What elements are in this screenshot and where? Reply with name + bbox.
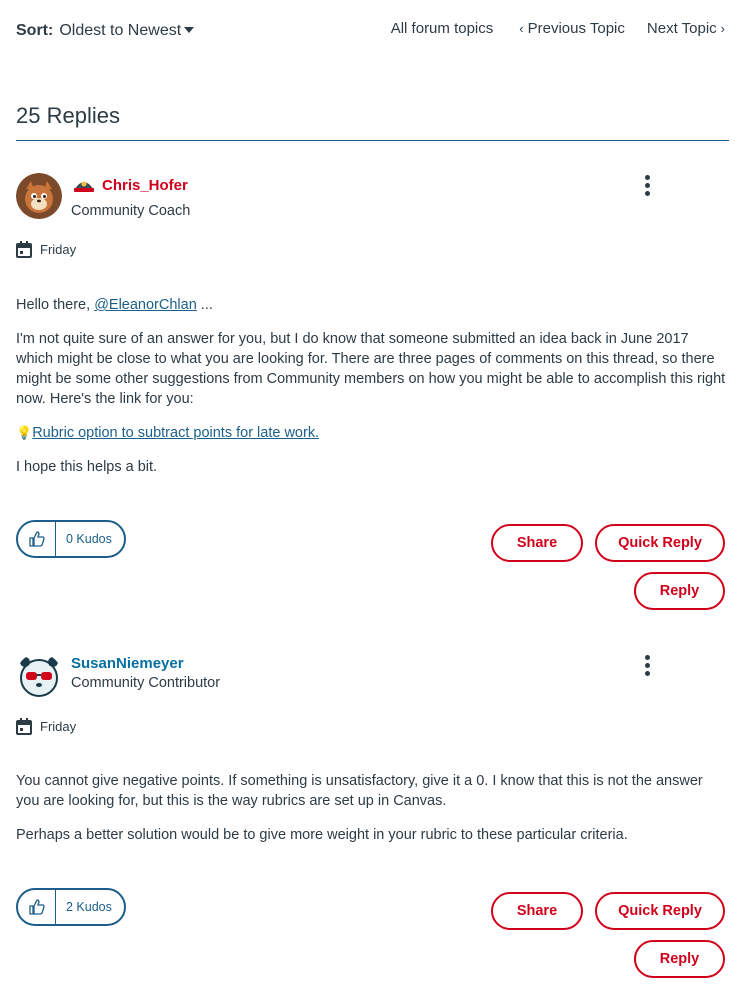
greeting-suffix: ... (196, 297, 213, 313)
post-date (16, 718, 76, 735)
post-date-text: Friday (40, 719, 77, 734)
kudos-control (16, 888, 126, 926)
post-body (16, 295, 729, 491)
kudo-button[interactable] (18, 522, 56, 556)
user-mention-link[interactable]: @EleanorChlan (94, 297, 197, 313)
author-role: Community Contributor (71, 675, 221, 691)
post-date (16, 241, 76, 258)
all-forum-topics-link[interactable]: All forum topics (390, 20, 494, 37)
avatar[interactable] (16, 653, 62, 699)
greeting-text: Hello there, (16, 297, 95, 313)
body-paragraph: You cannot give negative points. If something is unsatisfactory, give it a 0. I know that this is not the answer you are looking for, but this is the way rubrics are set up in Canvas. (16, 773, 703, 809)
kudos-count[interactable]: 0 Kudos (66, 532, 112, 546)
calendar-icon (16, 718, 32, 735)
quick-reply-button[interactable]: Quick Reply (595, 524, 725, 562)
post-body (16, 771, 729, 859)
thumbs-up-icon (29, 531, 45, 547)
post-date-text: Friday (40, 242, 77, 257)
author-role: Community Coach (71, 203, 191, 219)
closing-paragraph: I hope this helps a bit. (16, 459, 158, 475)
previous-topic-link[interactable] (515, 20, 625, 37)
sort-label: Sort: (16, 22, 54, 39)
chevron-right-icon: › (720, 21, 725, 36)
kudos-control (16, 520, 126, 558)
previous-topic-label: Previous Topic (527, 20, 625, 37)
quick-reply-button[interactable]: Quick Reply (595, 892, 725, 930)
author-line (72, 175, 188, 195)
idea-link-paragraph (16, 423, 729, 443)
sort-value: Oldest to Newest (59, 22, 182, 39)
caret-down-icon (184, 27, 194, 33)
next-topic-label: Next Topic (646, 20, 717, 37)
kudos-count[interactable]: 2 Kudos (66, 900, 112, 914)
topic-toolbar (16, 18, 729, 46)
more-options-icon[interactable] (645, 175, 651, 196)
author-name[interactable]: SusanNiemeyer (71, 655, 184, 672)
sort-dropdown[interactable] (16, 22, 194, 40)
replies-divider (16, 140, 729, 141)
share-button[interactable]: Share (491, 892, 583, 930)
more-options-icon[interactable] (645, 655, 651, 676)
kudo-button[interactable] (18, 890, 56, 924)
reply-button[interactable]: Reply (634, 572, 725, 610)
share-button[interactable]: Share (491, 524, 583, 562)
avatar[interactable] (16, 173, 62, 219)
author-line (71, 655, 184, 672)
thumbs-up-icon (29, 899, 45, 915)
replies-heading: 25 Replies (16, 103, 120, 128)
topic-navigation (369, 20, 729, 37)
reply-button[interactable]: Reply (634, 940, 725, 978)
chevron-left-icon: ‹ (519, 21, 524, 36)
next-topic-link[interactable] (647, 20, 729, 37)
author-name[interactable]: Chris_Hofer (102, 176, 188, 194)
greeting-paragraph (16, 295, 729, 315)
closing-paragraph: Perhaps a better solution would be to give more weight in your rubric to these particular criteria. (16, 827, 628, 843)
idea-link[interactable]: Rubric option to subtract points for late work. (32, 425, 320, 441)
lightbulb-icon: 💡 (16, 425, 33, 440)
calendar-icon (16, 241, 32, 258)
body-paragraph: I'm not quite sure of an answer for you, but I do know that someone submitted an idea back in June 2017 which might be close to what you are looking for. There are three pages of comments on this thread, so there might be some other suggestions from Community members on how you might be able to accomplish this right now. Here's the link for you: (16, 331, 726, 407)
coach-badge-icon (72, 175, 96, 195)
